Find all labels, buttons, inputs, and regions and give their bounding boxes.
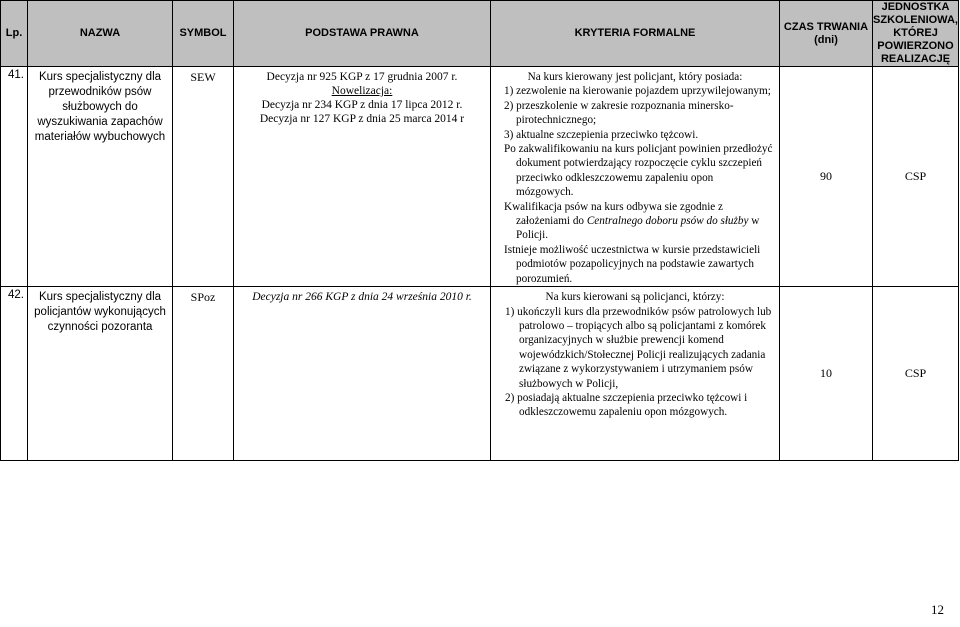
header-czas: CZAS TRWANIA (dni) xyxy=(780,1,873,67)
criteria-item: 3) aktualne szczepienia przeciwko tężcowi. xyxy=(504,128,699,141)
row-jednostka: CSP xyxy=(873,287,959,461)
criteria-text: w Policji. xyxy=(516,215,760,242)
row-nazwa: Kurs specjalistyczny dla przewodników psów służbowych do wyszukiwania zapachów materiałów wybuchowych xyxy=(28,67,173,287)
criteria-item: 1) ukończyli kurs dla przewodników psów patrolowych lub patrolowo – tropiących albo są policjantami z komórek organizacyjnych w służbie prewencji komend wojewódzkich/Stołecznej Policji realizujących zadania związane z wykorzystywaniem i utrzymaniem psów służbowych w Policji, xyxy=(505,305,772,390)
criteria-note: Po zakwalifikowaniu na kurs policjant powinien przedłożyć dokument potwierdzający rozpoczęcie cyklu szczepień przeciwko odkleszczowemu zapaleniu opon mózgowych. xyxy=(504,143,773,199)
criteria-text: Kwalifikacja psów na kurs odbywa sie zgodnie z założeniami do xyxy=(504,200,724,228)
criteria-item: 2) posiadają aktualne szczepienia przeciwko tężcowi i odkleszczowemu zapaleniu opon mózgowych. xyxy=(505,391,748,419)
amendment-label: Nowelizacja: xyxy=(331,85,393,97)
header-lp: Lp. xyxy=(1,1,28,67)
criteria-note: Istnieje możliwość uczestnictwa w kursie przedstawicieli podmiotów pozapolicyjnych na podstawie zawartych porozumień. xyxy=(504,243,761,285)
row-jednostka: CSP xyxy=(873,67,959,287)
page-number: 12 xyxy=(931,602,944,617)
criteria-intro: Na kurs kierowany jest policjant, który posiada: xyxy=(527,71,743,83)
legal-basis-line: Decyzja nr 127 KGP z dnia 25 marca 2014 r xyxy=(259,113,465,125)
criteria-intro: Na kurs kierowani są policjanci, którzy: xyxy=(545,291,725,304)
header-nazwa: NAZWA xyxy=(28,1,173,67)
legal-basis-line: Decyzja nr 266 KGP z dnia 24 września 2010 r. xyxy=(252,291,472,304)
criteria-note xyxy=(497,200,773,243)
legal-basis-line: Decyzja nr 234 KGP z dnia 17 lipca 2012 r. xyxy=(261,99,463,111)
header-kryteria: KRYTERIA FORMALNE xyxy=(491,1,780,67)
row-nazwa: Kurs specjalistyczny dla policjantów wykonujących czynności pozoranta xyxy=(28,287,173,461)
row-czas: 90 xyxy=(780,67,873,287)
criteria-document-title: Centralnego doboru psów do służby xyxy=(586,215,749,228)
row-lp: 41. xyxy=(1,67,28,287)
criteria-item: 1) zezwolenie na kierowanie pojazdem uprzywilejowanym; xyxy=(504,85,771,98)
row-podstawa xyxy=(234,287,491,461)
header-podstawa: PODSTAWA PRAWNA xyxy=(234,1,491,67)
criteria-item: 2) przeszkolenie w zakresie rozpoznania minersko-pirotechnicznego; xyxy=(504,99,734,127)
row-kryteria xyxy=(491,287,780,461)
row-czas: 10 xyxy=(780,287,873,461)
table-row xyxy=(1,67,959,287)
table-header-row xyxy=(1,1,959,67)
row-symbol: SEW xyxy=(173,67,234,287)
row-kryteria xyxy=(491,67,780,287)
header-jednostka: JEDNOSTKA SZKOLENIOWA, KTÓREJ POWIERZONO REALIZACJĘ xyxy=(873,1,958,65)
row-lp: 42. xyxy=(1,287,28,461)
header-symbol: SYMBOL xyxy=(173,1,234,67)
row-podstawa xyxy=(234,67,491,287)
table-row xyxy=(1,287,959,461)
row-symbol: SPoz xyxy=(173,287,234,461)
legal-basis-line: Decyzja nr 925 KGP z 17 grudnia 2007 r. xyxy=(266,71,458,83)
